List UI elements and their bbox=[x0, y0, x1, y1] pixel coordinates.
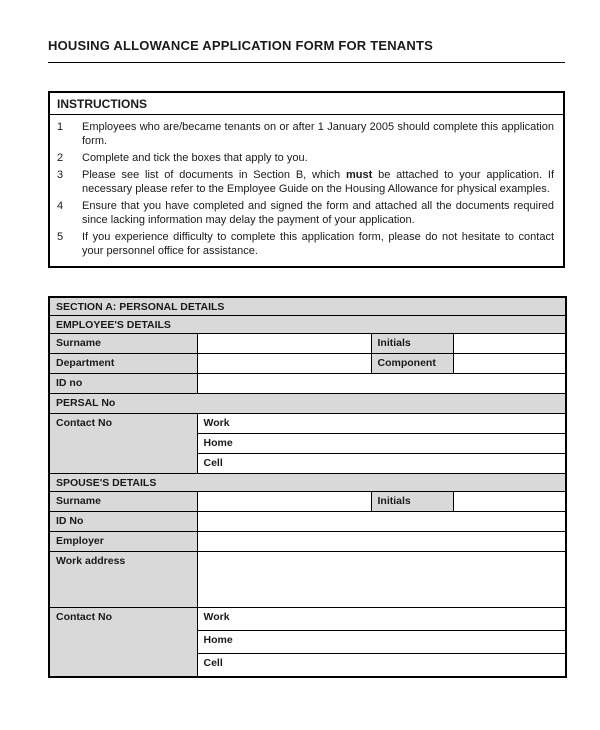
employee-surname-field[interactable] bbox=[197, 334, 371, 354]
spouse-id-field[interactable] bbox=[197, 512, 566, 532]
instructions-box bbox=[48, 91, 565, 268]
section-a-heading: SECTION A: PERSONAL DETAILS bbox=[49, 297, 566, 316]
instruction-number: 2 bbox=[57, 152, 64, 164]
employee-persal-label: PERSAL No bbox=[49, 394, 566, 414]
employee-contact-label: Contact No bbox=[49, 414, 197, 474]
employee-initials-field[interactable] bbox=[453, 334, 566, 354]
spouse-details-heading: SPOUSE'S DETAILS bbox=[49, 474, 566, 492]
instruction-text: Employees who are/became tenants on or after 1 January 2005 should complete this application form. bbox=[82, 121, 554, 147]
instruction-item-2 bbox=[57, 151, 554, 165]
employee-department-field[interactable] bbox=[197, 354, 371, 374]
spouse-initials-label: Initials bbox=[371, 492, 453, 512]
spouse-work-address-field[interactable] bbox=[197, 552, 566, 608]
instructions-list bbox=[50, 115, 563, 266]
spouse-home-phone-field[interactable] bbox=[197, 631, 566, 654]
employee-component-label: Component bbox=[371, 354, 453, 374]
instruction-item-4 bbox=[57, 199, 554, 227]
employee-department-label: Department bbox=[49, 354, 197, 374]
instructions-heading: INSTRUCTIONS bbox=[50, 93, 563, 115]
employee-cell-phone-field[interactable] bbox=[197, 454, 566, 474]
employee-details-heading: EMPLOYEE'S DETAILS bbox=[49, 316, 566, 334]
instruction-item-1 bbox=[57, 120, 554, 148]
instruction-number: 3 bbox=[57, 169, 64, 181]
instruction-number: 4 bbox=[57, 200, 64, 212]
instruction-text: If you experience difficulty to complete this application form, please do not hesitate to contact your personnel office for assistance. bbox=[82, 231, 554, 257]
work-label: Work bbox=[203, 417, 230, 429]
work-label: Work bbox=[203, 611, 230, 623]
spouse-surname-field[interactable] bbox=[197, 492, 371, 512]
instruction-item-5 bbox=[57, 230, 554, 258]
spouse-cell-phone-field[interactable] bbox=[197, 654, 566, 677]
page-title: HOUSING ALLOWANCE APPLICATION FORM FOR TENANTS bbox=[48, 38, 565, 63]
spouse-work-address-label: Work address bbox=[49, 552, 197, 608]
instruction-text: Complete and tick the boxes that apply to you. bbox=[82, 152, 308, 164]
employee-work-phone-field[interactable] bbox=[197, 414, 566, 434]
spouse-initials-field[interactable] bbox=[453, 492, 566, 512]
instruction-text: Ensure that you have completed and signed the form and attached all the documents required since lacking information may delay the payment of your application. bbox=[82, 200, 554, 226]
spouse-contact-label: Contact No bbox=[49, 608, 197, 677]
spouse-employer-field[interactable] bbox=[197, 532, 566, 552]
spouse-surname-label: Surname bbox=[49, 492, 197, 512]
instruction-text bbox=[82, 168, 554, 196]
instruction-number: 5 bbox=[57, 231, 64, 243]
instruction-number: 1 bbox=[57, 121, 64, 133]
employee-id-field[interactable] bbox=[197, 374, 566, 394]
spouse-work-phone-field[interactable] bbox=[197, 608, 566, 631]
cell-label: Cell bbox=[203, 457, 223, 469]
instruction-text-bold: must bbox=[346, 169, 373, 181]
home-label: Home bbox=[203, 437, 233, 449]
section-a-table bbox=[48, 296, 567, 678]
instruction-item-3 bbox=[57, 168, 554, 196]
instruction-text-part: Please see list of documents in Section B, which bbox=[82, 169, 346, 181]
employee-surname-label: Surname bbox=[49, 334, 197, 354]
employee-id-label: ID no bbox=[49, 374, 197, 394]
cell-label: Cell bbox=[203, 657, 223, 669]
spouse-employer-label: Employer bbox=[49, 532, 197, 552]
spouse-id-label: ID No bbox=[49, 512, 197, 532]
instruction-text-part: be attached to your application. If necessary please refer to the Employee Guide on the Housing Allowance for physical examples. bbox=[82, 169, 555, 195]
employee-home-phone-field[interactable] bbox=[197, 434, 566, 454]
employee-initials-label: Initials bbox=[371, 334, 453, 354]
home-label: Home bbox=[203, 634, 233, 646]
employee-component-field[interactable] bbox=[453, 354, 566, 374]
